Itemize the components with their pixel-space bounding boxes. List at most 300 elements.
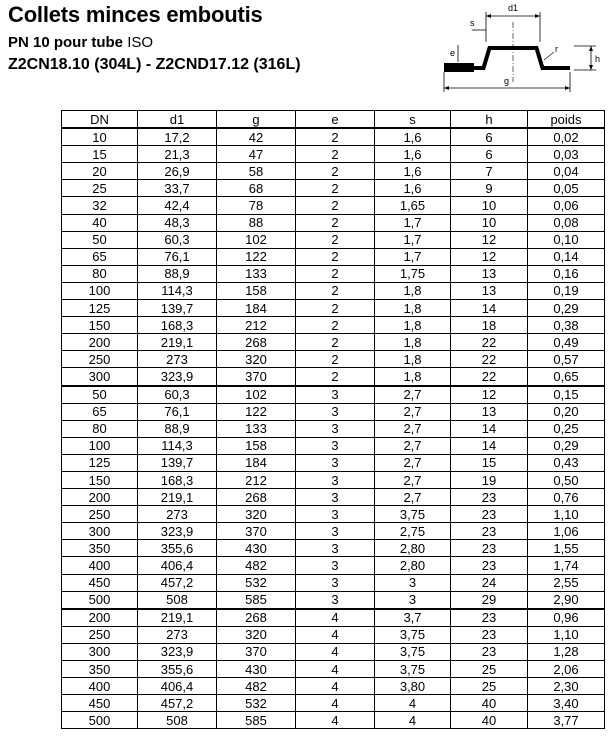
table-cell: 2 xyxy=(296,248,375,265)
table-cell: 400 xyxy=(62,557,138,574)
table-cell: 0,06 xyxy=(528,197,605,214)
table-cell: 3,75 xyxy=(375,643,451,660)
table-cell: 60,3 xyxy=(138,386,217,404)
table-cell: 4 xyxy=(296,661,375,678)
table-cell: 12 xyxy=(451,248,528,265)
table-cell: 0,96 xyxy=(528,609,605,627)
table-cell: 1,8 xyxy=(375,334,451,351)
table-cell: 150 xyxy=(62,471,138,488)
table-cell: 0,05 xyxy=(528,180,605,197)
table-cell: 1,6 xyxy=(375,128,451,146)
table-cell: 1,8 xyxy=(375,368,451,386)
table-cell: 4 xyxy=(296,643,375,660)
table-cell: 12 xyxy=(451,386,528,404)
table-row xyxy=(62,351,605,368)
table-cell: 7 xyxy=(451,163,528,180)
table-cell: 23 xyxy=(451,626,528,643)
table-cell: 1,6 xyxy=(375,146,451,163)
table-cell: 0,50 xyxy=(528,471,605,488)
table-row xyxy=(62,128,605,146)
table-cell: 268 xyxy=(217,334,296,351)
table-cell: 80 xyxy=(62,265,138,282)
table-cell: 122 xyxy=(217,248,296,265)
table-cell: 42,4 xyxy=(138,197,217,214)
table-cell: 1,10 xyxy=(528,506,605,523)
table-cell: 400 xyxy=(62,678,138,695)
table-cell: 139,7 xyxy=(138,300,217,317)
table-cell: 2 xyxy=(296,265,375,282)
column-header-s: s xyxy=(375,111,451,129)
table-cell: 3,77 xyxy=(528,712,605,729)
table-cell: 88,9 xyxy=(138,265,217,282)
table-cell: 370 xyxy=(217,523,296,540)
table-cell: 219,1 xyxy=(138,489,217,506)
table-cell: 47 xyxy=(217,146,296,163)
table-cell: 1,55 xyxy=(528,540,605,557)
table-cell: 22 xyxy=(451,368,528,386)
table-cell: 3 xyxy=(296,454,375,471)
table-cell: 114,3 xyxy=(138,282,217,299)
table-row xyxy=(62,180,605,197)
table-row xyxy=(62,146,605,163)
table-cell: 58 xyxy=(217,163,296,180)
table-cell: 4 xyxy=(296,609,375,627)
table-cell: 22 xyxy=(451,334,528,351)
table-cell: 78 xyxy=(217,197,296,214)
table-cell: 2,90 xyxy=(528,591,605,609)
table-cell: 320 xyxy=(217,351,296,368)
table-cell: 3 xyxy=(296,523,375,540)
column-header-g: g xyxy=(217,111,296,129)
table-cell: 10 xyxy=(451,197,528,214)
column-header-d1: d1 xyxy=(138,111,217,129)
table-cell: 2,7 xyxy=(375,437,451,454)
table-cell: 10 xyxy=(62,128,138,146)
table-cell: 1,8 xyxy=(375,351,451,368)
table-cell: 2,7 xyxy=(375,403,451,420)
table-cell: 482 xyxy=(217,678,296,695)
table-cell: 2 xyxy=(296,334,375,351)
table-cell: 4 xyxy=(375,712,451,729)
table-cell: 457,2 xyxy=(138,574,217,591)
table-row xyxy=(62,300,605,317)
table-cell: 13 xyxy=(451,282,528,299)
table-cell: 500 xyxy=(62,591,138,609)
table-cell: 2,7 xyxy=(375,454,451,471)
table-row xyxy=(62,643,605,660)
table-row xyxy=(62,282,605,299)
table-cell: 406,4 xyxy=(138,678,217,695)
table-cell: 2 xyxy=(296,317,375,334)
table-cell: 114,3 xyxy=(138,437,217,454)
table-cell: 1,10 xyxy=(528,626,605,643)
table-row xyxy=(62,317,605,334)
table-cell: 219,1 xyxy=(138,609,217,627)
table-cell: 0,08 xyxy=(528,214,605,231)
table-cell: 68 xyxy=(217,180,296,197)
table-cell: 13 xyxy=(451,265,528,282)
table-cell: 0,43 xyxy=(528,454,605,471)
table-cell: 200 xyxy=(62,334,138,351)
table-cell: 300 xyxy=(62,523,138,540)
table-cell: 150 xyxy=(62,317,138,334)
table-cell: 200 xyxy=(62,489,138,506)
table-cell: 1,7 xyxy=(375,231,451,248)
table-cell: 2 xyxy=(296,128,375,146)
table-cell: 457,2 xyxy=(138,695,217,712)
table-row xyxy=(62,574,605,591)
table-cell: 23 xyxy=(451,643,528,660)
table-cell: 102 xyxy=(217,231,296,248)
table-cell: 25 xyxy=(451,678,528,695)
table-cell: 1,6 xyxy=(375,163,451,180)
table-cell: 32 xyxy=(62,197,138,214)
table-cell: 350 xyxy=(62,661,138,678)
table-cell: 50 xyxy=(62,231,138,248)
table-cell: 0,15 xyxy=(528,386,605,404)
table-row xyxy=(62,197,605,214)
table-cell: 268 xyxy=(217,489,296,506)
table-cell: 23 xyxy=(451,506,528,523)
table-cell: 0,10 xyxy=(528,231,605,248)
page-title: Collets minces emboutis xyxy=(8,2,263,27)
standard-label: ISO xyxy=(127,34,154,51)
table-cell: 1,75 xyxy=(375,265,451,282)
label-d1: d1 xyxy=(508,3,519,13)
table-cell: 273 xyxy=(138,626,217,643)
table-row xyxy=(62,214,605,231)
table-cell: 1,7 xyxy=(375,248,451,265)
table-cell: 6 xyxy=(451,146,528,163)
table-cell: 200 xyxy=(62,609,138,627)
table-cell: 2 xyxy=(296,231,375,248)
table-cell: 0,29 xyxy=(528,300,605,317)
table-row xyxy=(62,163,605,180)
label-e: e xyxy=(450,48,456,58)
table-cell: 29 xyxy=(451,591,528,609)
table-cell: 250 xyxy=(62,351,138,368)
table-cell: 23 xyxy=(451,489,528,506)
table-cell: 1,74 xyxy=(528,557,605,574)
table-cell: 4 xyxy=(296,626,375,643)
table-cell: 1,7 xyxy=(375,214,451,231)
table-cell: 1,65 xyxy=(375,197,451,214)
table-cell: 50 xyxy=(62,386,138,404)
table-cell: 250 xyxy=(62,626,138,643)
table-cell: 18 xyxy=(451,317,528,334)
table-cell: 88,9 xyxy=(138,420,217,437)
table-cell: 14 xyxy=(451,437,528,454)
table-cell: 2 xyxy=(296,300,375,317)
table-cell: 4 xyxy=(296,678,375,695)
table-body xyxy=(62,128,605,729)
table-cell: 320 xyxy=(217,626,296,643)
table-cell: 3,75 xyxy=(375,661,451,678)
table-row xyxy=(62,557,605,574)
table-row xyxy=(62,489,605,506)
table-row xyxy=(62,437,605,454)
table-cell: 585 xyxy=(217,712,296,729)
table-cell: 88 xyxy=(217,214,296,231)
table-row xyxy=(62,248,605,265)
table-cell: 0,49 xyxy=(528,334,605,351)
table-cell: 168,3 xyxy=(138,471,217,488)
table-cell: 212 xyxy=(217,317,296,334)
table-cell: 323,9 xyxy=(138,643,217,660)
table-cell: 125 xyxy=(62,454,138,471)
table-cell: 3 xyxy=(296,386,375,404)
table-cell: 65 xyxy=(62,403,138,420)
table-row xyxy=(62,609,605,627)
table-cell: 0,76 xyxy=(528,489,605,506)
table-cell: 508 xyxy=(138,712,217,729)
table-row xyxy=(62,471,605,488)
table-cell: 12 xyxy=(451,231,528,248)
table-cell: 370 xyxy=(217,368,296,386)
column-header-e: e xyxy=(296,111,375,129)
table-cell: 3,7 xyxy=(375,609,451,627)
table-cell: 65 xyxy=(62,248,138,265)
table-cell: 273 xyxy=(138,506,217,523)
table-row xyxy=(62,591,605,609)
table-cell: 0,65 xyxy=(528,368,605,386)
table-cell: 450 xyxy=(62,574,138,591)
table-cell: 42 xyxy=(217,128,296,146)
table-cell: 2,75 xyxy=(375,523,451,540)
table-cell: 100 xyxy=(62,437,138,454)
table-row xyxy=(62,506,605,523)
table-cell: 21,3 xyxy=(138,146,217,163)
table-cell: 2,7 xyxy=(375,489,451,506)
table-cell: 3 xyxy=(296,574,375,591)
table-cell: 2,06 xyxy=(528,661,605,678)
table-cell: 4 xyxy=(375,695,451,712)
table-cell: 4 xyxy=(296,695,375,712)
table-cell: 2 xyxy=(296,282,375,299)
table-cell: 14 xyxy=(451,300,528,317)
table-cell: 2 xyxy=(296,351,375,368)
table-cell: 125 xyxy=(62,300,138,317)
table-cell: 2 xyxy=(296,180,375,197)
table-cell: 2 xyxy=(296,368,375,386)
table-cell: 0,04 xyxy=(528,163,605,180)
table-cell: 300 xyxy=(62,368,138,386)
table-cell: 532 xyxy=(217,574,296,591)
table-cell: 3 xyxy=(296,471,375,488)
table-cell: 76,1 xyxy=(138,403,217,420)
table-cell: 2 xyxy=(296,146,375,163)
table-cell: 23 xyxy=(451,557,528,574)
table-cell: 450 xyxy=(62,695,138,712)
table-cell: 122 xyxy=(217,403,296,420)
table-cell: 0,19 xyxy=(528,282,605,299)
table-cell: 40 xyxy=(451,712,528,729)
table-cell: 323,9 xyxy=(138,368,217,386)
table-cell: 0,02 xyxy=(528,128,605,146)
label-s: s xyxy=(470,18,475,28)
table-row xyxy=(62,265,605,282)
table-row xyxy=(62,523,605,540)
table-cell: 158 xyxy=(217,437,296,454)
table-cell: 4 xyxy=(296,712,375,729)
table-cell: 273 xyxy=(138,351,217,368)
table-cell: 0,29 xyxy=(528,437,605,454)
table-cell: 40 xyxy=(451,695,528,712)
table-cell: 532 xyxy=(217,695,296,712)
table-cell: 219,1 xyxy=(138,334,217,351)
table-cell: 2,80 xyxy=(375,557,451,574)
table-cell: 1,6 xyxy=(375,180,451,197)
table-cell: 3 xyxy=(375,574,451,591)
table-cell: 430 xyxy=(217,540,296,557)
table-cell: 585 xyxy=(217,591,296,609)
table-cell: 9 xyxy=(451,180,528,197)
table-cell: 300 xyxy=(62,643,138,660)
table-cell: 430 xyxy=(217,661,296,678)
table-cell: 168,3 xyxy=(138,317,217,334)
table-cell: 3 xyxy=(296,591,375,609)
table-cell: 268 xyxy=(217,609,296,627)
table-cell: 3,75 xyxy=(375,506,451,523)
table-cell: 6 xyxy=(451,128,528,146)
column-header-dn: DN xyxy=(62,111,138,129)
table-cell: 22 xyxy=(451,351,528,368)
table-cell: 3 xyxy=(296,489,375,506)
column-header-h: h xyxy=(451,111,528,129)
table-cell: 2,7 xyxy=(375,420,451,437)
table-cell: 2,7 xyxy=(375,471,451,488)
table-cell: 3 xyxy=(296,420,375,437)
collar-cross-section-diagram xyxy=(436,0,608,98)
table-cell: 102 xyxy=(217,386,296,404)
table-cell: 1,28 xyxy=(528,643,605,660)
table-cell: 14 xyxy=(451,420,528,437)
table-cell: 3,40 xyxy=(528,695,605,712)
table-cell: 2,55 xyxy=(528,574,605,591)
table-cell: 133 xyxy=(217,265,296,282)
pressure-subtitle xyxy=(8,34,153,51)
dimensions-table xyxy=(61,110,605,729)
table-cell: 23 xyxy=(451,540,528,557)
table-cell: 133 xyxy=(217,420,296,437)
table-cell: 370 xyxy=(217,643,296,660)
table-cell: 508 xyxy=(138,591,217,609)
table-cell: 0,38 xyxy=(528,317,605,334)
table-row xyxy=(62,626,605,643)
table-cell: 406,4 xyxy=(138,557,217,574)
table-cell: 482 xyxy=(217,557,296,574)
table-cell: 212 xyxy=(217,471,296,488)
table-cell: 355,6 xyxy=(138,540,217,557)
table-cell: 1,8 xyxy=(375,317,451,334)
table-cell: 24 xyxy=(451,574,528,591)
table-row xyxy=(62,454,605,471)
table-row xyxy=(62,231,605,248)
table-cell: 20 xyxy=(62,163,138,180)
column-header-poids: poids xyxy=(528,111,605,129)
table-cell: 80 xyxy=(62,420,138,437)
table-row xyxy=(62,334,605,351)
table-cell: 76,1 xyxy=(138,248,217,265)
table-cell: 23 xyxy=(451,609,528,627)
table-row xyxy=(62,695,605,712)
table-cell: 3 xyxy=(296,540,375,557)
table-cell: 13 xyxy=(451,403,528,420)
pipe-wall xyxy=(444,63,474,72)
table-cell: 33,7 xyxy=(138,180,217,197)
table-cell: 19 xyxy=(451,471,528,488)
table-row xyxy=(62,420,605,437)
table-cell: 320 xyxy=(217,506,296,523)
table-cell: 3 xyxy=(296,403,375,420)
label-h: h xyxy=(595,54,601,64)
table-cell: 0,16 xyxy=(528,265,605,282)
table-cell: 2,7 xyxy=(375,386,451,404)
table-row xyxy=(62,712,605,729)
table-cell: 1,8 xyxy=(375,300,451,317)
table-row xyxy=(62,678,605,695)
table-row xyxy=(62,403,605,420)
table-cell: 0,25 xyxy=(528,420,605,437)
table-row xyxy=(62,368,605,386)
table-cell: 3 xyxy=(375,591,451,609)
table-cell: 25 xyxy=(62,180,138,197)
table-cell: 2,30 xyxy=(528,678,605,695)
pressure-rating: PN 10 pour tube xyxy=(8,34,124,51)
table-cell: 3,80 xyxy=(375,678,451,695)
table-cell: 10 xyxy=(451,214,528,231)
table-cell: 2 xyxy=(296,163,375,180)
table-cell: 2,80 xyxy=(375,540,451,557)
table-cell: 1,8 xyxy=(375,282,451,299)
table-cell: 0,14 xyxy=(528,248,605,265)
table-cell: 15 xyxy=(451,454,528,471)
table-cell: 48,3 xyxy=(138,214,217,231)
table-cell: 323,9 xyxy=(138,523,217,540)
table-row xyxy=(62,386,605,404)
table-row xyxy=(62,540,605,557)
table-row xyxy=(62,661,605,678)
table-cell: 3 xyxy=(296,557,375,574)
table-cell: 0,03 xyxy=(528,146,605,163)
table-cell: 0,57 xyxy=(528,351,605,368)
table-cell: 139,7 xyxy=(138,454,217,471)
table-cell: 2 xyxy=(296,214,375,231)
table-cell: 250 xyxy=(62,506,138,523)
table-cell: 26,9 xyxy=(138,163,217,180)
table-cell: 350 xyxy=(62,540,138,557)
table-cell: 40 xyxy=(62,214,138,231)
label-g: g xyxy=(504,76,510,86)
table-cell: 2 xyxy=(296,197,375,214)
table-cell: 17,2 xyxy=(138,128,217,146)
table-cell: 3 xyxy=(296,437,375,454)
table-cell: 158 xyxy=(217,282,296,299)
table-cell: 15 xyxy=(62,146,138,163)
table-cell: 100 xyxy=(62,282,138,299)
table-cell: 184 xyxy=(217,454,296,471)
label-r: r xyxy=(555,44,558,54)
table-cell: 60,3 xyxy=(138,231,217,248)
table-cell: 25 xyxy=(451,661,528,678)
table-cell: 0,20 xyxy=(528,403,605,420)
table-cell: 1,06 xyxy=(528,523,605,540)
material-grades: Z2CN18.10 (304L) - Z2CND17.12 (316L) xyxy=(8,56,301,73)
table-header-row xyxy=(62,111,605,129)
table-cell: 355,6 xyxy=(138,661,217,678)
table-cell: 500 xyxy=(62,712,138,729)
table-cell: 184 xyxy=(217,300,296,317)
